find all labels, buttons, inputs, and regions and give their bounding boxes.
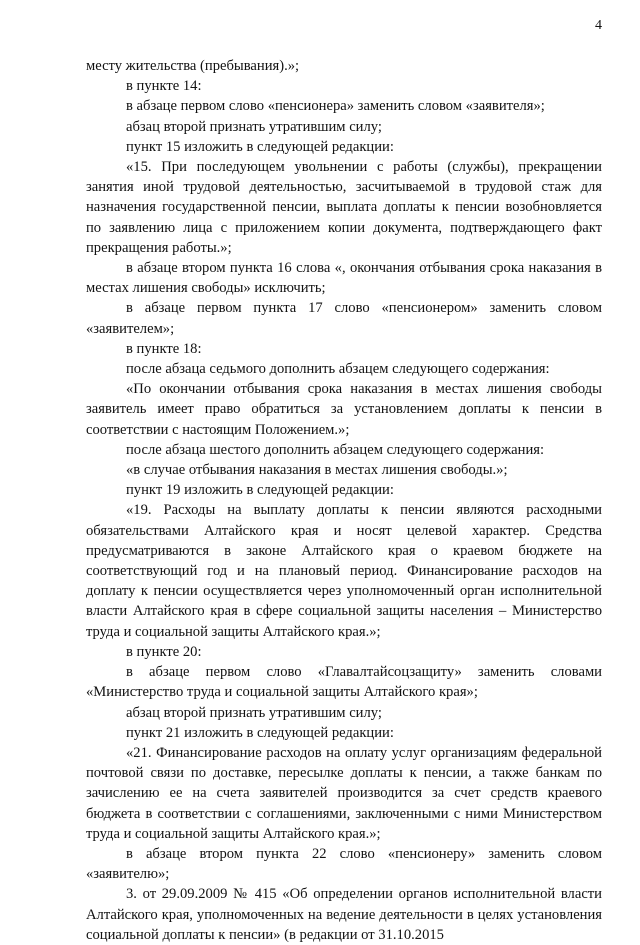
paragraph: в абзаце втором пункта 16 слова «, окончания отбывания срока наказания в местах лишения свободы» исключить; (86, 260, 602, 297)
paragraph: пункт 21 изложить в следующей редакции: (126, 724, 394, 741)
page-number: 4 (595, 18, 602, 33)
paragraph: «По окончании отбывания срока наказания в местах лишения свободы заявитель имеет право обратиться за установлением доплаты к пенсии в соответствии с настоящим Положением.»; (86, 381, 602, 438)
paragraph: после абзаца седьмого дополнить абзацем следующего содержания: (126, 361, 550, 378)
paragraph: в абзаце первом пункта 17 слово «пенсионером» заменить словом «заявителем»; (86, 300, 602, 337)
paragraph: пункт 19 изложить в следующей редакции: (126, 482, 394, 499)
paragraph: после абзаца шестого дополнить абзацем следующего содержания: (126, 441, 545, 458)
paragraph: в пункте 20: (126, 643, 202, 660)
paragraph: «в случае отбывания наказания в местах лишения свободы.»; (126, 462, 508, 479)
paragraph: абзац второй признать утратившим силу; (126, 118, 382, 135)
paragraph: 3. от 29.09.2009 № 415 «Об определении органов исполнительной власти Алтайского края, уполномоченных на ведение деятельности в целях установления социальной доплаты к пенсии» (в редакции от 31.10.2015 (86, 886, 602, 943)
paragraph: в абзаце втором пункта 22 слово «пенсионеру» заменить словом «заявителю»; (86, 845, 602, 883)
paragraph: в абзаце первом слово «пенсионера» заменить словом «заявителя»; (126, 98, 545, 115)
paragraph: в пункте 14: (126, 78, 202, 95)
paragraph: в абзаце первом слово «Главалтайсоцзащиту» заменить словами «Министерство труда и социальной защиты Алтайского края»; (86, 664, 602, 701)
document-body (86, 56, 602, 945)
paragraph: в пункте 18: (126, 340, 202, 357)
paragraph: месту жительства (пребывания).»; (86, 58, 300, 74)
paragraph: «19. Расходы на выплату доплаты к пенсии являются расходными обязательствами Алтайского края и носят целевой характер. Средства предусматриваются в законе Алтайского края о краевом бюджете на соответствующий год и на плановый период. Финансирование расходов на доплату к пенсии осуществляется через уполномоченный орган исполнительной власти Алтайского края в сфере социальной защиты населения – Министерство труда и социальной защиты Алтайского края.»; (86, 502, 602, 640)
paragraph: «15. При последующем увольнении с работы (службы), прекращении занятия иной трудовой деятельностью, засчитываемой в трудовой стаж для назначения государственной пенсии, выплата доплаты к пенсии возобновляется по заявлению лица с приложением копии документа, подтверждающего факт прекращения работы.»; (86, 159, 602, 256)
paragraph: абзац второй признать утратившим силу; (126, 704, 382, 721)
paragraph: «21. Финансирование расходов на оплату услуг организациям федеральной почтовой связи по доставке, пересылке доплаты к пенсии, а также банкам по зачислению ее на счета заявителей производится за счет средств краевого бюджета в соответствии с соглашениями, заключенными с ними Министерством труда и социальной защиты Алтайского края.»; (86, 744, 602, 842)
paragraph: пункт 15 изложить в следующей редакции: (126, 138, 394, 155)
